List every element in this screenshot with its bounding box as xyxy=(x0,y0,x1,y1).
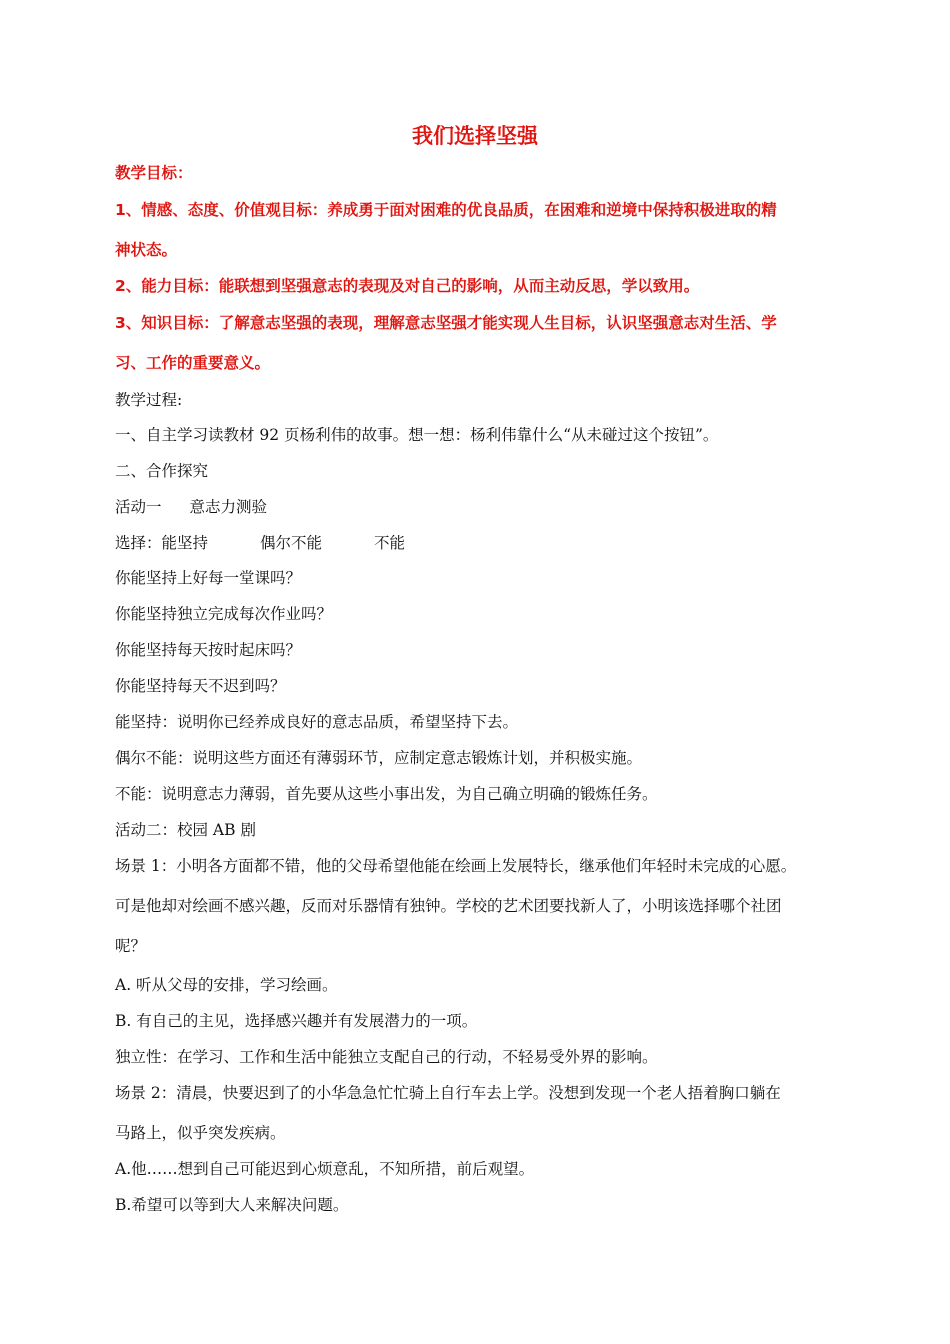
objective-3-line-1: 3、知识目标：了解意志坚强的表现，理解意志坚强才能实现人生目标，认识坚强意志对生活、学 xyxy=(115,314,777,332)
scene-1-line-3: 呢？ xyxy=(115,937,147,955)
scene-2-line-1: 场景 2：清晨，快要迟到了的小华急急忙忙骑上自行车去上学。没想到发现一个老人捂着胸口躺在 xyxy=(115,1084,781,1102)
question-1: 你能坚持上好每一堂课吗？ xyxy=(115,569,302,587)
process-part-2: 二、合作探究 xyxy=(115,462,209,480)
objective-1-line-1: 1、情感、态度、价值观目标：养成勇于面对困难的优良品质，在困难和逆境中保持积极进取的精 xyxy=(115,201,777,219)
objectives-heading: 教学目标： xyxy=(115,164,193,182)
scene-2-option-a: A.他……想到自己可能迟到心烦意乱，不知所措，前后观望。 xyxy=(115,1160,535,1178)
scene-2-line-2: 马路上，似乎突发疾病。 xyxy=(115,1124,286,1142)
scene-2-option-b: B.希望可以等到大人来解决问题。 xyxy=(115,1196,349,1214)
objective-3-line-2: 习、工作的重要意义。 xyxy=(115,354,271,372)
question-3: 你能坚持每天按时起床吗？ xyxy=(115,641,302,659)
activity-1-heading xyxy=(115,496,845,518)
activity-1-label: 活动一 xyxy=(115,498,162,516)
question-4: 你能坚持每天不迟到吗？ xyxy=(115,677,286,695)
process-heading: 教学过程: xyxy=(115,391,183,409)
choice-c: 不能 xyxy=(374,534,406,552)
choice-a: 选择：能坚持 xyxy=(115,534,209,552)
activity-1-name: 意志力测验 xyxy=(189,498,268,516)
result-cannot: 不能：说明意志力薄弱，首先要从这些小事出发，为自己确立明确的锻炼任务。 xyxy=(115,785,658,803)
objective-2: 2、能力目标：能联想到坚强意志的表现及对自己的影响，从而主动反思，学以致用。 xyxy=(115,277,700,295)
question-2: 你能坚持独立完成每次作业吗？ xyxy=(115,605,333,623)
objective-1-line-2: 神状态。 xyxy=(115,241,178,259)
activity-2-heading: 活动二：校园 AB 剧 xyxy=(115,821,256,839)
independence-definition: 独立性：在学习、工作和生活中能独立支配自己的行动，不轻易受外界的影响。 xyxy=(115,1048,658,1066)
document-title: 我们选择坚强 xyxy=(412,124,538,148)
result-occasional: 偶尔不能：说明这些方面还有薄弱环节，应制定意志锻炼计划，并积极实施。 xyxy=(115,749,643,767)
result-persist: 能坚持：说明你已经养成良好的意志品质，希望坚持下去。 xyxy=(115,713,519,731)
scene-1-option-a: A. 听从父母的安排，学习绘画。 xyxy=(115,976,338,994)
scene-1-line-2: 可是他却对绘画不感兴趣，反而对乐器情有独钟。学校的艺术团要找新人了，小明该选择哪个社团 xyxy=(115,897,782,915)
choice-b: 偶尔不能 xyxy=(260,534,323,552)
activity-1-choices xyxy=(115,532,845,554)
process-part-1: 一、自主学习读教材 92 页杨利伟的故事。想一想：杨利伟靠什么“从未碰过这个按钮”。 xyxy=(115,426,719,444)
scene-1-option-b: B. 有自己的主见，选择感兴趣并有发展潜力的一项。 xyxy=(115,1012,478,1030)
scene-1-line-1: 场景 1：小明各方面都不错，他的父母希望他能在绘画上发展特长，继承他们年轻时未完成的心愿。 xyxy=(115,857,797,875)
